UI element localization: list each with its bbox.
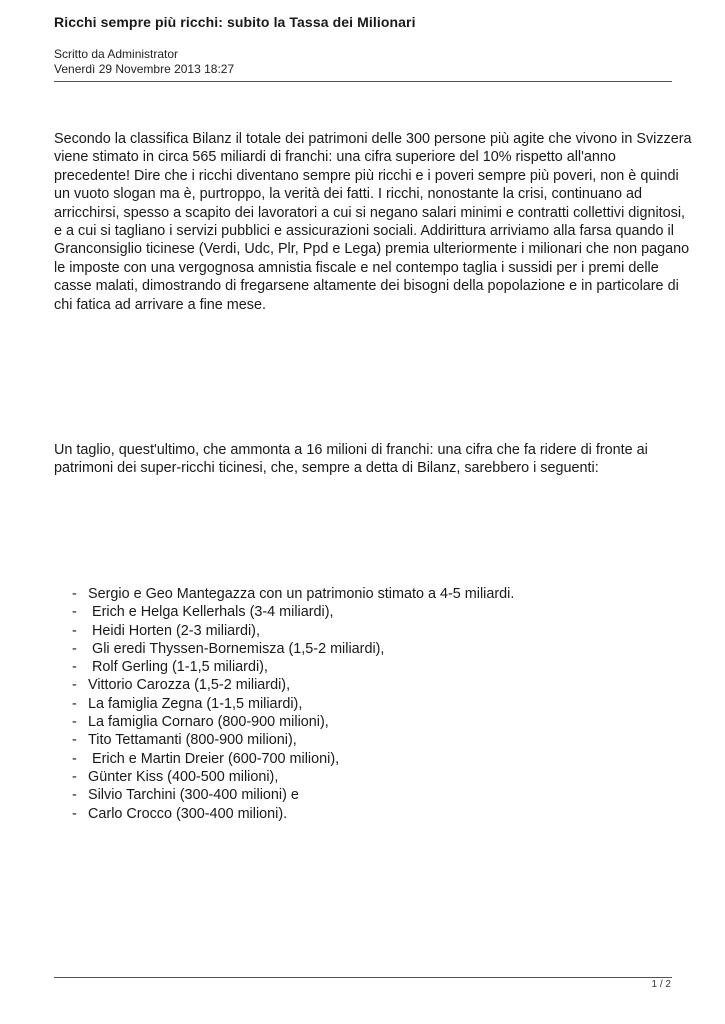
page-number: 1 / 2 <box>651 979 671 990</box>
list-item-text: Gli eredi Thyssen-Bornemisza (1,5-2 miliardi), <box>88 640 385 657</box>
list-dash: - <box>72 695 77 712</box>
list-item <box>72 658 514 676</box>
list-item <box>72 768 514 786</box>
list-item-text: Vittorio Carozza (1,5-2 miliardi), <box>88 677 291 694</box>
list-item <box>72 805 514 823</box>
list-item <box>72 713 514 731</box>
list-dash: - <box>72 586 77 602</box>
list-item-text: Günter Kiss (400-500 milioni), <box>88 768 279 785</box>
article-title: Ricchi sempre più ricchi: subito la Tassa dei Milionari <box>54 14 416 30</box>
list-item-text: Erich e Martin Dreier (600-700 milioni), <box>88 750 340 767</box>
list-dash: - <box>72 768 77 785</box>
list-item-text: Erich e Helga Kellerhals (3-4 miliardi), <box>88 604 334 621</box>
footer-divider <box>54 977 672 978</box>
list-item-text: Heidi Horten (2-3 miliardi), <box>88 622 260 639</box>
list-dash: - <box>72 714 77 731</box>
list-item-text: Rolf Gerling (1-1,5 miliardi), <box>88 659 268 676</box>
list-item <box>72 622 514 640</box>
list-item <box>72 786 514 804</box>
list-item <box>72 640 514 658</box>
date-line: Venerdì 29 Novembre 2013 18:27 <box>54 62 235 76</box>
list-dash: - <box>72 622 77 639</box>
list-item <box>72 750 514 768</box>
list-dash: - <box>72 787 77 804</box>
list-dash: - <box>72 750 77 767</box>
list-dash: - <box>72 677 77 694</box>
list-dash: - <box>72 659 77 676</box>
list-dash: - <box>72 640 77 657</box>
list-item-text: Carlo Crocco (300-400 milioni). <box>88 805 288 822</box>
list-item <box>72 695 514 713</box>
list-dash: - <box>72 805 77 822</box>
billionaires-list <box>72 585 514 823</box>
list-dash: - <box>72 604 77 621</box>
list-item <box>72 585 514 603</box>
article-meta <box>54 47 234 77</box>
list-item-text: La famiglia Zegna (1-1,5 miliardi), <box>88 695 303 712</box>
list-item <box>72 603 514 621</box>
list-item-text: Tito Tettamanti (800-900 milioni), <box>88 732 297 749</box>
author-line: Scritto da Administrator <box>54 47 179 61</box>
list-item <box>72 676 514 694</box>
list-item <box>72 731 514 749</box>
list-item-text: La famiglia Cornaro (800-900 milioni), <box>88 714 329 731</box>
list-item-text: Silvio Tarchini (300-400 milioni) e <box>88 787 299 804</box>
paragraph-2: Un taglio, quest'ultimo, che ammonta a 16 milioni di franchi: una cifra che fa ridere di fronte ai patrimoni dei super-ricchi ticinesi, che, sempre a detta di Bilanz, sarebbero i seguenti: <box>54 442 648 477</box>
list-item-text: Sergio e Geo Mantegazza con un patrimonio stimato a 4-5 miliardi. <box>88 586 515 602</box>
paragraph-1: Secondo la classifica Bilanz il totale dei patrimoni delle 300 persone più agite che vivono in Svizzera viene stimato in circa 565 miliardi di franchi: una cifra superiore del 10% rispetto all'anno precedente! Dire che i ricchi diventano sempre più ricchi e i poveri sempre più poveri, non è quindi un vuoto slogan ma è, purtroppo, la verità dei fatti. I ricchi, nonostante la crisi, continuano ad arricchirsi, spesso a scapito dei lavoratori a cui si negano salari minimi e contratti collettivi dignitosi, e a cui si tagliano i servizi pubblici e assicurazioni sociali. Addirittura arriviamo alla farsa quando il Granconsiglio ticinese (Verdi, Udc, Plr, Ppd e Lega) premia ulteriormente i milionari che non pagano le imposte con una vergognosa amnistia fiscale e nel contempo taglia i sussidi per i premi delle casse malati, dimostrando di fregarsene altamente dei bisogni della popolazione e in particolare di chi fatica ad arrivare a fine mese. <box>54 131 692 313</box>
list-dash: - <box>72 732 77 749</box>
header-divider <box>54 81 672 82</box>
